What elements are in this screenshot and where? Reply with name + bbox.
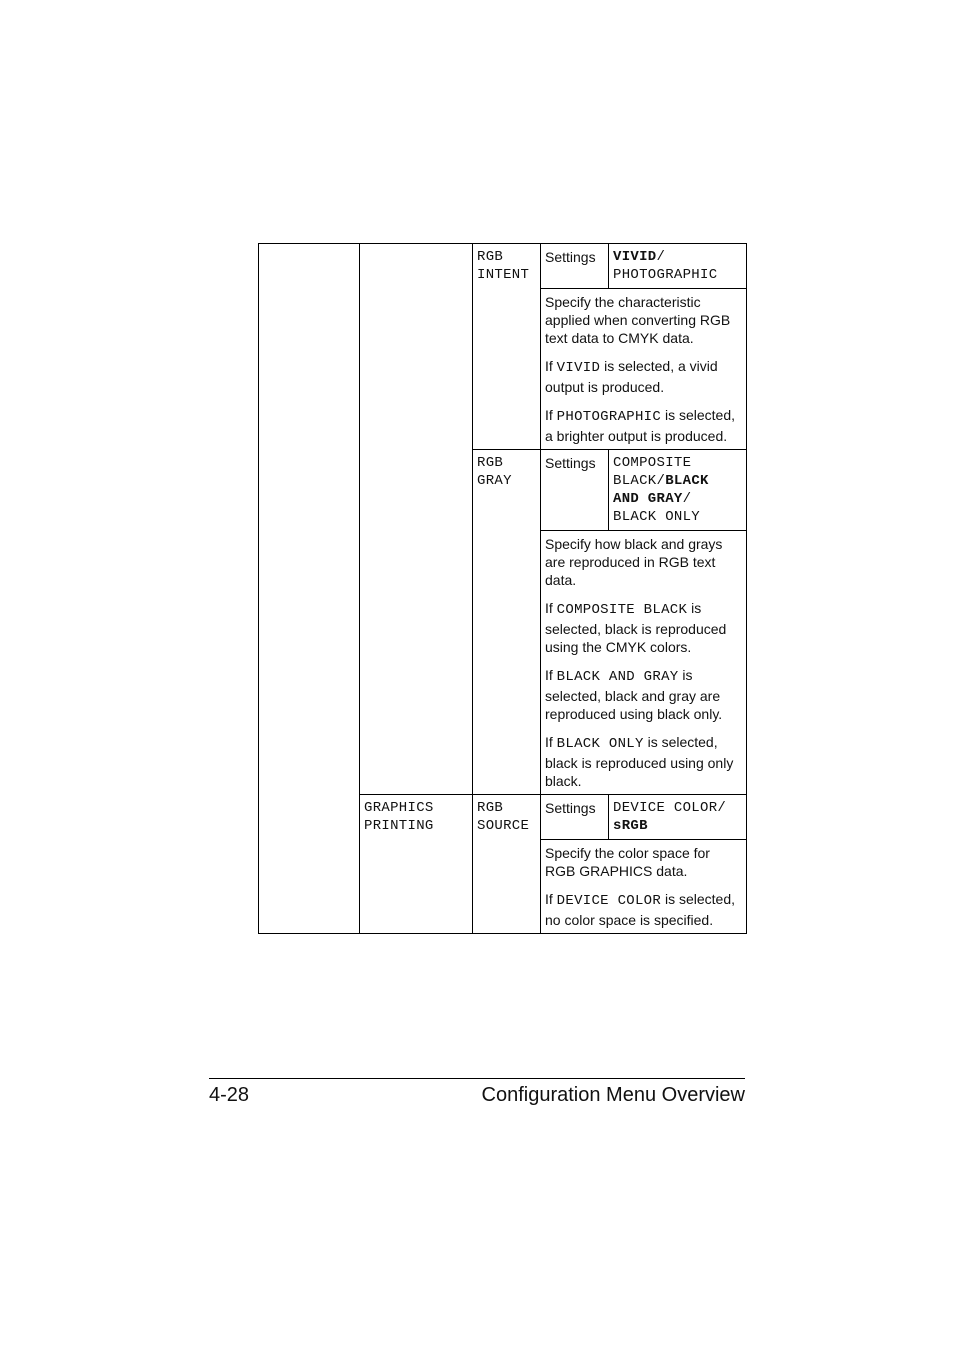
text-fragment: If: [545, 891, 557, 907]
text-fragment: If: [545, 667, 557, 683]
description-paragraph: [545, 357, 742, 396]
rgb-intent-options: [609, 244, 747, 289]
description-paragraph: [545, 406, 742, 445]
section-title: Configuration Menu Overview: [481, 1084, 745, 1106]
text-fragment: is selected, a brighter output is produced.: [545, 407, 736, 444]
graphics-printing-group: GRAPHICS PRINTING: [360, 795, 473, 934]
code-black-only: BLACK ONLY: [556, 736, 644, 752]
menu-level2-cell: [360, 244, 473, 795]
text-fragment: If: [545, 600, 557, 616]
rgb-intent-description: [541, 289, 747, 450]
text-fragment: If: [545, 734, 557, 750]
configuration-menu-table: [258, 243, 747, 934]
code-composite-black: COMPOSITE BLACK: [556, 602, 688, 618]
rgb-source-item: RGB SOURCE: [473, 795, 541, 934]
option-black-and-gray: BLACK AND GRAY: [613, 473, 709, 507]
rgb-gray-description: [541, 531, 747, 795]
text-fragment: If: [545, 407, 557, 423]
option-photographic: PHOTOGRAPHIC: [613, 267, 718, 283]
option-composite-black: COMPOSITE BLACK: [613, 455, 692, 489]
text-fragment: is selected, black is reproduced using only black.: [545, 734, 734, 789]
option-separator: /: [682, 491, 692, 507]
description-paragraph: [545, 733, 742, 790]
option-separator: /: [656, 249, 666, 265]
code-photographic: PHOTOGRAPHIC: [556, 409, 662, 425]
description-paragraph: Specify how black and grays are reproduced in RGB text data.: [545, 536, 723, 588]
option-separator: /: [656, 473, 666, 489]
rgb-gray-options: [609, 450, 747, 531]
description-paragraph: Specify the color space for RGB GRAPHICS data.: [545, 845, 710, 879]
text-fragment: is selected, no color space is specified.: [545, 891, 736, 928]
footer-divider: [209, 1078, 745, 1079]
option-black-only: BLACK ONLY: [613, 509, 701, 525]
rgb-intent-item: RGB INTENT: [473, 244, 541, 450]
rgb-source-options: [609, 795, 747, 840]
description-paragraph: [545, 890, 742, 929]
text-fragment: is selected, black is reproduced using the CMYK colors.: [545, 600, 727, 655]
description-paragraph: [545, 666, 742, 723]
code-vivid: VIVID: [556, 360, 601, 376]
settings-label: Settings: [541, 795, 609, 840]
table-row: [259, 244, 747, 289]
settings-label: Settings: [541, 450, 609, 531]
rgb-source-description: [541, 840, 747, 934]
option-srgb: sRGB: [613, 818, 648, 834]
settings-label: Settings: [541, 244, 609, 289]
option-vivid: VIVID: [613, 249, 657, 265]
text-fragment: is selected, a vivid output is produced.: [545, 358, 718, 395]
menu-level1-cell: [259, 244, 360, 934]
text-fragment: If: [545, 358, 557, 374]
text-fragment: is selected, black and gray are reproduced using black only.: [545, 667, 723, 722]
code-device-color: DEVICE COLOR: [556, 893, 662, 909]
page-number: 4-28: [209, 1084, 250, 1106]
description-paragraph: [545, 599, 742, 656]
option-device-color: DEVICE COLOR/: [613, 800, 727, 816]
description-paragraph: Specify the characteristic applied when converting RGB text data to CMYK data.: [545, 294, 731, 346]
rgb-gray-item: RGB GRAY: [473, 450, 541, 795]
code-black-and-gray: BLACK AND GRAY: [556, 669, 679, 685]
